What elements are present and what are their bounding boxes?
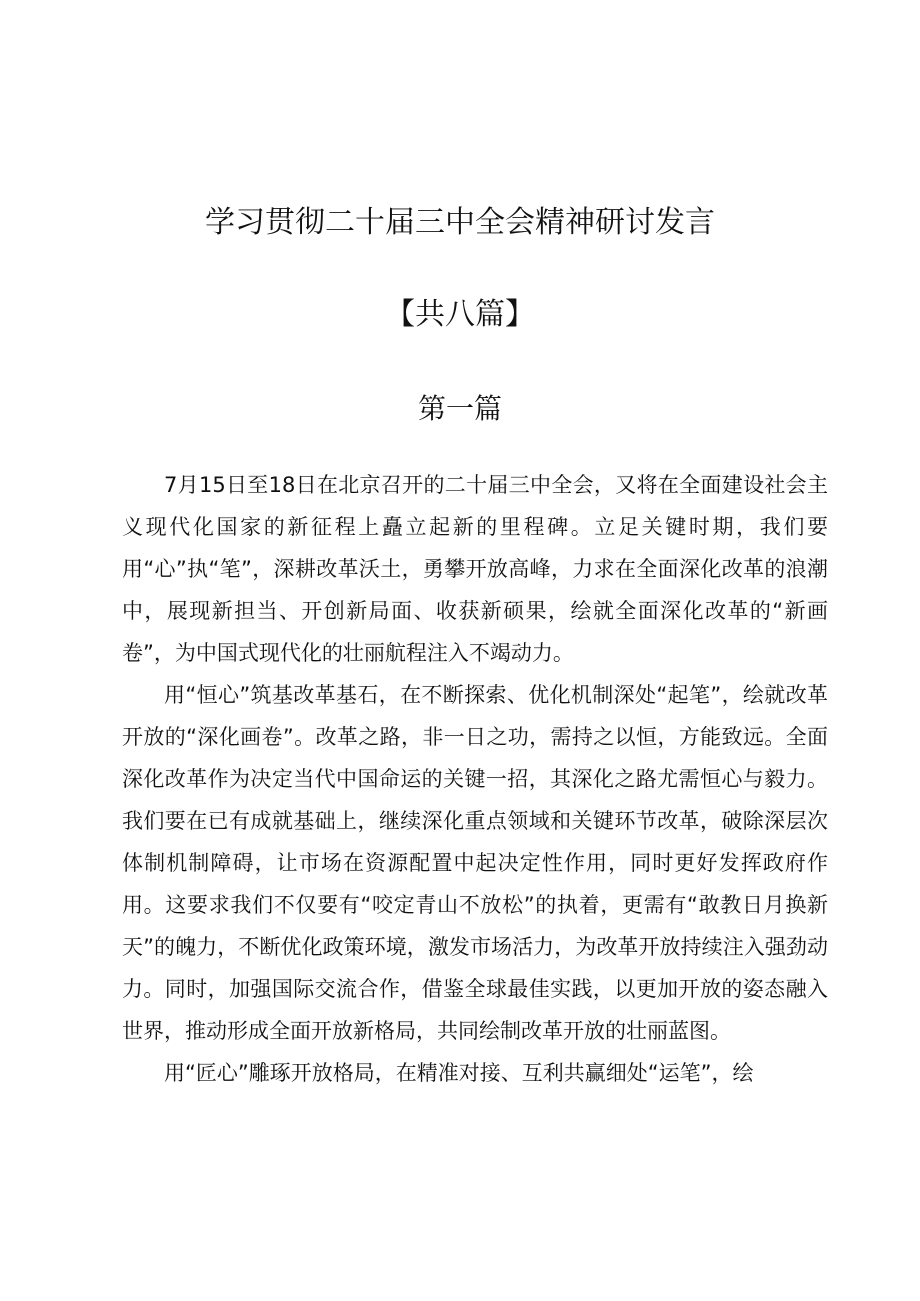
document-subtitle: 【共八篇】 [385, 297, 535, 332]
paragraph-3: 用“匠心”雕琢开放格局，在精准对接、互利共赢细处“运笔”，绘 [164, 1061, 754, 1085]
document-body [122, 464, 828, 1094]
document-title: 学习贯彻二十届三中全会精神研讨发言 [205, 205, 715, 240]
paragraph-2: 用“恒心”筑基改革基石，在不断探索、优化机制深处“起笔”，绘就改革开放的“深化画卷”。改革之路，非一日之功，需持之以恒，方能致远。全面深化改革作为决定当代中国命运的关键一招，其深化之路尤需恒心与毅力。我们要在已有成就基础上，继续深化重点领域和关键环节改革，破除深层次体制机制障碍，让市场在资源配置中起决定性作用，同时更好发挥政府作用。这要求我们不仅要有“咬定青山不放松”的执着，更需有“敢教日月换新天”的魄力，不断优化政策环境，激发市场活力，为改革开放持续注入强劲动力。同时，加强国际交流合作，借鉴全球最佳实践，以更加开放的姿态融入世界，推动形成全面开放新格局，共同绘制改革开放的壮丽蓝图。 [122, 683, 828, 1043]
paragraph-1: 7月15日至18日在北京召开的二十届三中全会，又将在全面建设社会主义现代化国家的新征程上矗立起新的里程碑。立足关键时期，我们要用“心”执“笔”，深耕改革沃土，勇攀开放高峰，力求在全面深化改革的浪潮中，展现新担当、开创新局面、收获新硕果，绘就全面深化改革的“新画卷”，为中国式现代化的壮丽航程注入不竭动力。 [122, 473, 828, 665]
section-title: 第一篇 [417, 392, 502, 425]
